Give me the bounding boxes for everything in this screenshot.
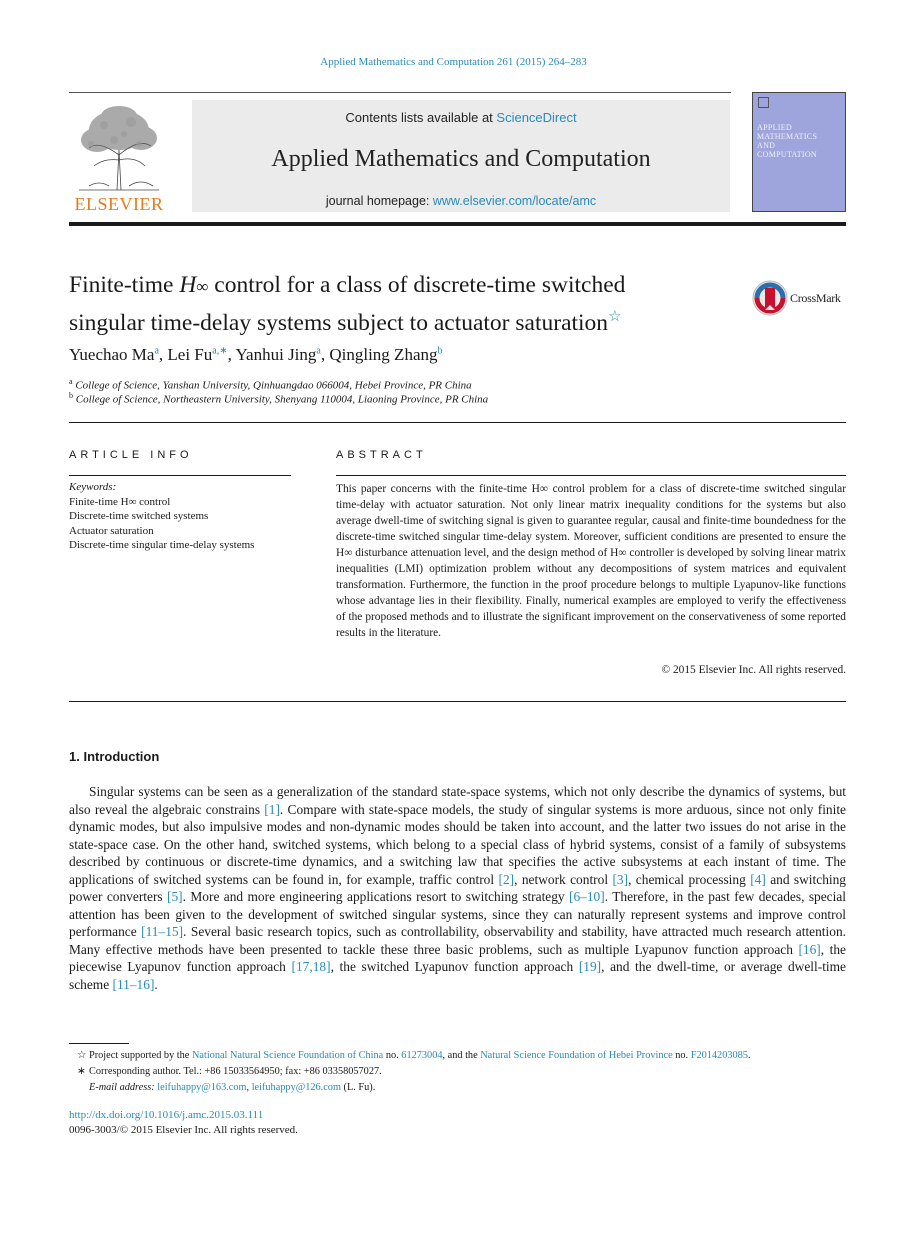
citation-link[interactable]: [19]	[578, 959, 602, 974]
footnote-text: (L. Fu).	[340, 1082, 376, 1093]
author-name: Yuechao Ma	[69, 345, 155, 364]
abstract-copyright: © 2015 Elsevier Inc. All rights reserved.	[661, 664, 846, 676]
header-bottom-rule	[69, 222, 846, 226]
introduction-paragraph	[69, 783, 846, 993]
paragraph-text: , the piecewise Lyapunov function approach	[69, 941, 846, 974]
grant-link[interactable]: 61273004	[401, 1050, 443, 1061]
paragraph-text: . Several basic research topics, such as controllability, observability and stability, have attracted much research attention. Many effective methods have been presented to tackle these three basic problems, such as multiple Lyapunov function approach	[69, 924, 846, 957]
journal-title: Applied Mathematics and Computation	[271, 146, 651, 172]
footnote-text: no.	[383, 1050, 402, 1061]
tree-icon	[69, 100, 169, 194]
author-affiliation-mark[interactable]: a	[316, 345, 321, 357]
author-affiliation-mark[interactable]: a	[154, 345, 159, 357]
footnote-project	[69, 1048, 846, 1064]
crossmark-icon	[752, 280, 788, 316]
keyword-item: Discrete-time switched systems	[69, 510, 209, 522]
affiliation	[69, 377, 472, 392]
paragraph-text: . More and more engineering applications resort to switching strategy	[182, 889, 570, 904]
issn-line: 0096-3003/© 2015 Elsevier Inc. All rights reserved.	[69, 1124, 298, 1136]
keyword-item: Actuator saturation	[69, 524, 154, 537]
footnote-text: Corresponding author. Tel.: +86 15033564950; fax: +86 03358057027.	[89, 1066, 382, 1077]
title-symbol-infinity: ∞	[196, 277, 209, 296]
title-line-1	[69, 270, 729, 302]
crossmark-label: CrossMark	[790, 291, 841, 305]
citation-link[interactable]: [5]	[167, 889, 183, 904]
paragraph-text: .	[154, 976, 158, 992]
citation-link[interactable]: [1]	[264, 801, 280, 817]
abstract-text: This paper concerns with the finite-time H∞ control problem for a class of discrete-time switched singular time-delay with actuator saturation. Not only linear matrix inequality conditions for the systems but also average dwell-time of switching signal is given to guarantee regular, causal and finite-time boundedness for the discrete-time switched singular time-delay system. Moreover, sufficient conditions are presented to ensure the H∞ disturbance attenuation level, and the design method of H∞ controller is developed by solving linear matrix inequalities (LMI) optimization problem without any decompositions of system matrices and equivalent transformation. Furthermore, the function in the proof procedure belongs to multiple Lyapunov-like functions whose advantage lies in their flexibility. Finally, numerical examples are employed to verify the effectiveness of the proposed methods and to illustrate the significant improvement on the conservativeness of some reported results in the literature.	[336, 483, 846, 639]
citation-link[interactable]: [4]	[750, 871, 766, 887]
doi-link[interactable]: http://dx.doi.org/10.1016/j.amc.2015.03.111	[69, 1109, 264, 1121]
section-rule	[69, 422, 846, 423]
footnote-rule	[69, 1043, 129, 1044]
sciencedirect-link[interactable]: ScienceDirect	[496, 110, 577, 125]
cover-title	[757, 123, 817, 159]
author-affiliation-mark[interactable]: b	[437, 345, 443, 357]
abstract-rule	[336, 475, 846, 476]
cover-line: AND	[757, 141, 776, 150]
contents-line	[192, 110, 730, 125]
section-rule	[69, 701, 846, 702]
citation-link[interactable]: [17,18]	[291, 959, 331, 974]
author-name: Qingling Zhang	[329, 345, 438, 364]
citation-link[interactable]: [16]	[798, 941, 821, 957]
article-info-rule	[69, 475, 291, 476]
footnote-text: no.	[672, 1050, 691, 1061]
citation-link[interactable]: [11–16]	[112, 976, 155, 992]
paragraph-text: . Compare with state-space models, the study of singular systems is more arduous, since not only finite dynamic modes, but also impulsive modes and non-dynamic modes should be taken into account, and the latter two issues do not arise in the state-space case. On the other hand, switched systems, which belong to a special class of hybrid systems, consist of a family of subsystems described by continuous or discrete-time dynamics, and a switching law that specifies the active subsystems at each instant of time. The applications of switched systems can be found in, for example, traffic control	[69, 801, 847, 887]
crossmark-badge[interactable]	[752, 280, 852, 316]
paragraph-text: . Therefore, in the past few decades, special attention has been given to the development of switched singular systems, since they can naturally represent systems and improve control performance	[69, 889, 846, 939]
introduction-heading: 1. Introduction	[69, 749, 160, 764]
keyword-item: Finite-time H∞ control	[69, 495, 171, 508]
header-top-rule	[69, 92, 731, 93]
paragraph-text: Singular systems can be seen as a generalization of the standard state-space systems, which not only describe the dynamics of systems, but also reveal the algebraic constrains	[69, 784, 846, 817]
affiliation-mark: a	[69, 377, 73, 386]
cover-line: MATHEMATICS	[757, 132, 818, 141]
title-line-2	[69, 302, 729, 338]
footnote-text: .	[747, 1050, 751, 1061]
affiliation-text: College of Science, Yanshan University, Qinhuangdao 066004, Hebei Province, PR China	[75, 379, 472, 392]
keyword-item: Discrete-time singular time-delay systems	[69, 539, 255, 551]
citation-link[interactable]: [6–10]	[569, 889, 605, 904]
footnotes	[69, 1048, 846, 1096]
footnote-email	[69, 1080, 846, 1096]
cover-line: APPLIED	[757, 123, 792, 132]
abstract-heading: ABSTRACT	[336, 449, 427, 461]
title-text: Finite-time	[69, 272, 180, 298]
grant-link[interactable]: F2014203085	[690, 1050, 748, 1061]
footnote-asterisk-mark: ∗	[77, 1066, 86, 1077]
cover-line: COMPUTATION	[757, 150, 817, 159]
journal-reference[interactable]: Applied Mathematics and Computation 261 (2015) 264–283	[320, 56, 587, 68]
journal-info-box	[192, 100, 730, 212]
email-label: E-mail address:	[89, 1082, 155, 1093]
keywords-block	[69, 480, 254, 553]
homepage-line	[192, 194, 730, 208]
email-link[interactable]: leifuhappy@126.com	[251, 1082, 341, 1093]
paragraph-text: , network control	[514, 871, 613, 887]
doi-block	[69, 1108, 298, 1138]
email-link[interactable]: leifuhappy@163.com	[157, 1082, 247, 1093]
citation-link[interactable]: [2]	[498, 871, 515, 887]
article-info-heading: ARTICLE INFO	[69, 449, 193, 461]
footnote-text: , and the	[442, 1050, 481, 1061]
footnote-corresponding	[69, 1064, 846, 1080]
paragraph-text: , the switched Lyapunov function approach	[330, 959, 579, 974]
author-list: Yuechao Ma$^a$, Lei $Fu^{a,∗}$, Yanhui Jing$^a$, Qingling Zhang$^b$	[69, 345, 443, 364]
paragraph-text: and switching power converters	[69, 871, 846, 904]
journal-header	[69, 92, 846, 224]
footnote-text: ,	[246, 1082, 252, 1093]
paragraph-text: , chemical processing	[628, 871, 751, 887]
journal-cover-thumbnail	[752, 92, 846, 212]
affiliation-mark: b	[69, 391, 73, 400]
affiliation	[69, 391, 488, 406]
title-symbol-h: H	[179, 272, 197, 298]
citation-link[interactable]: [11–15]	[141, 924, 184, 939]
author-name: Yanhui Jing	[235, 345, 317, 364]
paragraph-text: , and the dwell-time, or average dwell-time scheme	[69, 959, 846, 992]
title-text: control for a class of discrete-time switched	[208, 272, 626, 298]
funder-link[interactable]: Natural Science Foundation of Hebei Province	[480, 1050, 673, 1061]
paper-title	[69, 270, 729, 338]
affiliation-text: College of Science, Northeastern University, Shenyang 110004, Liaoning Province, PR China	[75, 393, 489, 406]
homepage-prefix: journal homepage:	[325, 194, 433, 208]
contents-prefix: Contents lists available at	[345, 110, 497, 125]
author-affiliation-mark[interactable]: a,∗	[212, 345, 228, 357]
title-footnote-star[interactable]: ☆	[608, 309, 622, 325]
cover-logo-icon	[758, 97, 769, 108]
funder-link[interactable]: National Natural Science Foundation of China	[191, 1050, 384, 1061]
author-name: Lei Fu	[167, 345, 213, 364]
elsevier-wordmark: ELSEVIER	[74, 194, 164, 214]
citation-link[interactable]: [3]	[612, 871, 629, 887]
title-text: singular time-delay systems subject to actuator saturation	[69, 309, 609, 336]
homepage-link[interactable]: www.elsevier.com/locate/amc	[432, 194, 597, 208]
keywords-label: Keywords:	[69, 481, 117, 493]
footnote-star-mark: ☆	[77, 1050, 87, 1061]
footnote-text: Project supported by the	[89, 1050, 192, 1061]
